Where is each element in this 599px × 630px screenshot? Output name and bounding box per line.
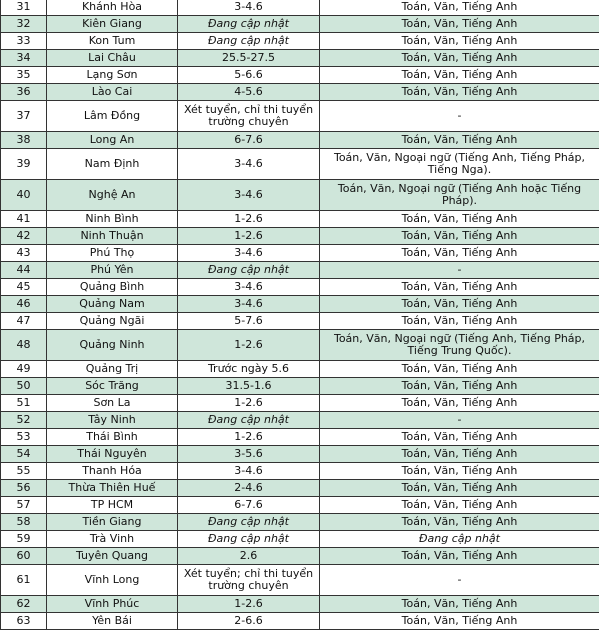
- subjects-cell: Toán, Văn, Tiếng Anh: [320, 429, 599, 446]
- table-row: [1, 245, 599, 262]
- table-row: [1, 463, 599, 480]
- row-number-cell: 53: [1, 429, 47, 446]
- province-cell: Lai Châu: [47, 50, 178, 67]
- exam-date-cell: 5-7.6: [178, 313, 320, 330]
- row-number-cell: 63: [1, 613, 47, 630]
- row-number-cell: 36: [1, 84, 47, 101]
- table-row: [1, 67, 599, 84]
- province-cell: Thanh Hóa: [47, 463, 178, 480]
- subjects-cell: Toán, Văn, Tiếng Anh: [320, 67, 599, 84]
- exam-date-cell: 6-7.6: [178, 132, 320, 149]
- row-number-cell: 45: [1, 279, 47, 296]
- row-number-cell: 47: [1, 313, 47, 330]
- row-number-cell: 49: [1, 361, 47, 378]
- row-number-cell: 48: [1, 330, 47, 361]
- table-row: [1, 149, 599, 180]
- subjects-cell: -: [320, 262, 599, 279]
- exam-date-cell: 2-4.6: [178, 480, 320, 497]
- row-number-cell: 60: [1, 548, 47, 565]
- exam-date-cell: Đang cập nhật: [178, 412, 320, 429]
- province-cell: Thái Nguyên: [47, 446, 178, 463]
- row-number-cell: 32: [1, 16, 47, 33]
- subjects-cell: Toán, Văn, Tiếng Anh: [320, 548, 599, 565]
- subjects-cell: Toán, Văn, Tiếng Anh: [320, 211, 599, 228]
- province-cell: Nam Định: [47, 149, 178, 180]
- exam-date-cell: 2.6: [178, 548, 320, 565]
- exam-date-cell: 5-6.6: [178, 67, 320, 84]
- exam-date-cell: 1-2.6: [178, 228, 320, 245]
- province-cell: Kiên Giang: [47, 16, 178, 33]
- table-row: [1, 429, 599, 446]
- row-number-cell: 35: [1, 67, 47, 84]
- row-number-cell: 56: [1, 480, 47, 497]
- row-number-cell: 62: [1, 596, 47, 613]
- subjects-cell: Toán, Văn, Tiếng Anh: [320, 313, 599, 330]
- exam-date-cell: 4-5.6: [178, 84, 320, 101]
- table-row: [1, 50, 599, 67]
- table-row: [1, 613, 599, 630]
- row-number-cell: 59: [1, 531, 47, 548]
- province-cell: Ninh Bình: [47, 211, 178, 228]
- subjects-cell: Toán, Văn, Tiếng Anh: [320, 395, 599, 412]
- table-row: [1, 211, 599, 228]
- table-row: [1, 565, 599, 596]
- table-row: [1, 446, 599, 463]
- table-row: [1, 0, 599, 16]
- table-row: [1, 596, 599, 613]
- subjects-cell: Toán, Văn, Ngoại ngữ (Tiếng Anh hoặc Tiếng Pháp).: [320, 180, 599, 211]
- province-cell: Thừa Thiên Huế: [47, 480, 178, 497]
- subjects-cell: Toán, Văn, Tiếng Anh: [320, 463, 599, 480]
- province-cell: Lào Cai: [47, 84, 178, 101]
- province-cell: Vĩnh Phúc: [47, 596, 178, 613]
- subjects-cell: Toán, Văn, Tiếng Anh: [320, 279, 599, 296]
- exam-date-cell: 1-2.6: [178, 429, 320, 446]
- exam-date-cell: 31.5-1.6: [178, 378, 320, 395]
- province-cell: Long An: [47, 132, 178, 149]
- table-row: [1, 33, 599, 50]
- exam-date-cell: 3-4.6: [178, 180, 320, 211]
- province-cell: Ninh Thuận: [47, 228, 178, 245]
- exam-date-cell: 3-5.6: [178, 446, 320, 463]
- subjects-cell: Toán, Văn, Tiếng Anh: [320, 84, 599, 101]
- subjects-cell: Toán, Văn, Ngoại ngữ (Tiếng Anh, Tiếng Pháp, Tiếng Trung Quốc).: [320, 330, 599, 361]
- province-cell: TP HCM: [47, 497, 178, 514]
- subjects-cell: Toán, Văn, Tiếng Anh: [320, 514, 599, 531]
- subjects-cell: Toán, Văn, Tiếng Anh: [320, 228, 599, 245]
- province-cell: Sóc Trăng: [47, 378, 178, 395]
- row-number-cell: 57: [1, 497, 47, 514]
- province-cell: Quảng Nam: [47, 296, 178, 313]
- province-cell: Sơn La: [47, 395, 178, 412]
- province-cell: Trà Vinh: [47, 531, 178, 548]
- exam-date-cell: 1-2.6: [178, 330, 320, 361]
- subjects-cell: Toán, Văn, Tiếng Anh: [320, 446, 599, 463]
- table-row: [1, 361, 599, 378]
- table-row: [1, 531, 599, 548]
- row-number-cell: 42: [1, 228, 47, 245]
- table-row: [1, 296, 599, 313]
- table-row: [1, 228, 599, 245]
- exam-date-cell: Đang cập nhật: [178, 262, 320, 279]
- row-number-cell: 37: [1, 101, 47, 132]
- province-cell: Phú Yên: [47, 262, 178, 279]
- province-cell: Nghệ An: [47, 180, 178, 211]
- row-number-cell: 54: [1, 446, 47, 463]
- province-cell: Kon Tum: [47, 33, 178, 50]
- row-number-cell: 41: [1, 211, 47, 228]
- table-row: [1, 132, 599, 149]
- row-number-cell: 33: [1, 33, 47, 50]
- row-number-cell: 40: [1, 180, 47, 211]
- table-row: [1, 497, 599, 514]
- exam-date-cell: Đang cập nhật: [178, 16, 320, 33]
- row-number-cell: 61: [1, 565, 47, 596]
- exam-date-cell: 3-4.6: [178, 296, 320, 313]
- exam-date-cell: Xét tuyển, chỉ thi tuyển trường chuyên: [178, 101, 320, 132]
- province-cell: Quảng Ninh: [47, 330, 178, 361]
- subjects-cell: -: [320, 412, 599, 429]
- exam-date-cell: Trước ngày 5.6: [178, 361, 320, 378]
- table-body: [1, 0, 599, 630]
- subjects-cell: Toán, Văn, Tiếng Anh: [320, 50, 599, 67]
- table-row: [1, 330, 599, 361]
- table-row: [1, 412, 599, 429]
- subjects-cell: Toán, Văn, Tiếng Anh: [320, 16, 599, 33]
- exam-date-cell: 3-4.6: [178, 279, 320, 296]
- row-number-cell: 52: [1, 412, 47, 429]
- subjects-cell: Toán, Văn, Tiếng Anh: [320, 296, 599, 313]
- province-cell: Quảng Bình: [47, 279, 178, 296]
- exam-date-cell: 1-2.6: [178, 596, 320, 613]
- row-number-cell: 34: [1, 50, 47, 67]
- table-row: [1, 514, 599, 531]
- exam-date-cell: Đang cập nhật: [178, 514, 320, 531]
- table-row: [1, 480, 599, 497]
- table-row: [1, 395, 599, 412]
- row-number-cell: 43: [1, 245, 47, 262]
- table-row: [1, 279, 599, 296]
- exam-date-cell: 3-4.6: [178, 463, 320, 480]
- subjects-cell: Toán, Văn, Ngoại ngữ (Tiếng Anh, Tiếng Pháp, Tiếng Nga).: [320, 149, 599, 180]
- province-cell: Quảng Ngãi: [47, 313, 178, 330]
- table-row: [1, 84, 599, 101]
- province-cell: Vĩnh Long: [47, 565, 178, 596]
- table-row: [1, 16, 599, 33]
- table-row: [1, 548, 599, 565]
- exam-date-cell: 1-2.6: [178, 395, 320, 412]
- subjects-cell: Toán, Văn, Tiếng Anh: [320, 0, 599, 16]
- subjects-cell: -: [320, 101, 599, 132]
- exam-date-cell: Đang cập nhật: [178, 531, 320, 548]
- subjects-cell: Toán, Văn, Tiếng Anh: [320, 245, 599, 262]
- subjects-cell: -: [320, 565, 599, 596]
- subjects-cell: Toán, Văn, Tiếng Anh: [320, 361, 599, 378]
- table-row: [1, 180, 599, 211]
- row-number-cell: 46: [1, 296, 47, 313]
- exam-date-cell: Đang cập nhật: [178, 33, 320, 50]
- subjects-cell: Đang cập nhật: [320, 531, 599, 548]
- exam-date-cell: 3-4.6: [178, 149, 320, 180]
- row-number-cell: 38: [1, 132, 47, 149]
- subjects-cell: Toán, Văn, Tiếng Anh: [320, 480, 599, 497]
- province-cell: Yên Bái: [47, 613, 178, 630]
- province-cell: Tây Ninh: [47, 412, 178, 429]
- province-cell: Khánh Hòa: [47, 0, 178, 16]
- subjects-cell: Toán, Văn, Tiếng Anh: [320, 33, 599, 50]
- exam-date-cell: 1-2.6: [178, 211, 320, 228]
- subjects-cell: Toán, Văn, Tiếng Anh: [320, 596, 599, 613]
- subjects-cell: Toán, Văn, Tiếng Anh: [320, 613, 599, 630]
- subjects-cell: Toán, Văn, Tiếng Anh: [320, 132, 599, 149]
- table-row: [1, 262, 599, 279]
- table-row: [1, 378, 599, 395]
- table-row: [1, 313, 599, 330]
- province-cell: Tiền Giang: [47, 514, 178, 531]
- row-number-cell: 44: [1, 262, 47, 279]
- exam-date-cell: 6-7.6: [178, 497, 320, 514]
- row-number-cell: 50: [1, 378, 47, 395]
- province-cell: Lạng Sơn: [47, 67, 178, 84]
- province-cell: Lâm Đồng: [47, 101, 178, 132]
- row-number-cell: 55: [1, 463, 47, 480]
- table-row: [1, 101, 599, 132]
- exam-date-cell: 25.5-27.5: [178, 50, 320, 67]
- province-cell: Tuyên Quang: [47, 548, 178, 565]
- row-number-cell: 58: [1, 514, 47, 531]
- province-cell: Phú Thọ: [47, 245, 178, 262]
- exam-date-cell: 3-4.6: [178, 245, 320, 262]
- row-number-cell: 51: [1, 395, 47, 412]
- province-cell: Quảng Trị: [47, 361, 178, 378]
- subjects-cell: Toán, Văn, Tiếng Anh: [320, 378, 599, 395]
- row-number-cell: 39: [1, 149, 47, 180]
- exam-date-cell: 3-4.6: [178, 0, 320, 16]
- exam-date-cell: Xét tuyển; chỉ thi tuyển trường chuyên: [178, 565, 320, 596]
- exam-date-cell: 2-6.6: [178, 613, 320, 630]
- subjects-cell: Toán, Văn, Tiếng Anh: [320, 497, 599, 514]
- row-number-cell: 31: [1, 0, 47, 16]
- province-cell: Thái Bình: [47, 429, 178, 446]
